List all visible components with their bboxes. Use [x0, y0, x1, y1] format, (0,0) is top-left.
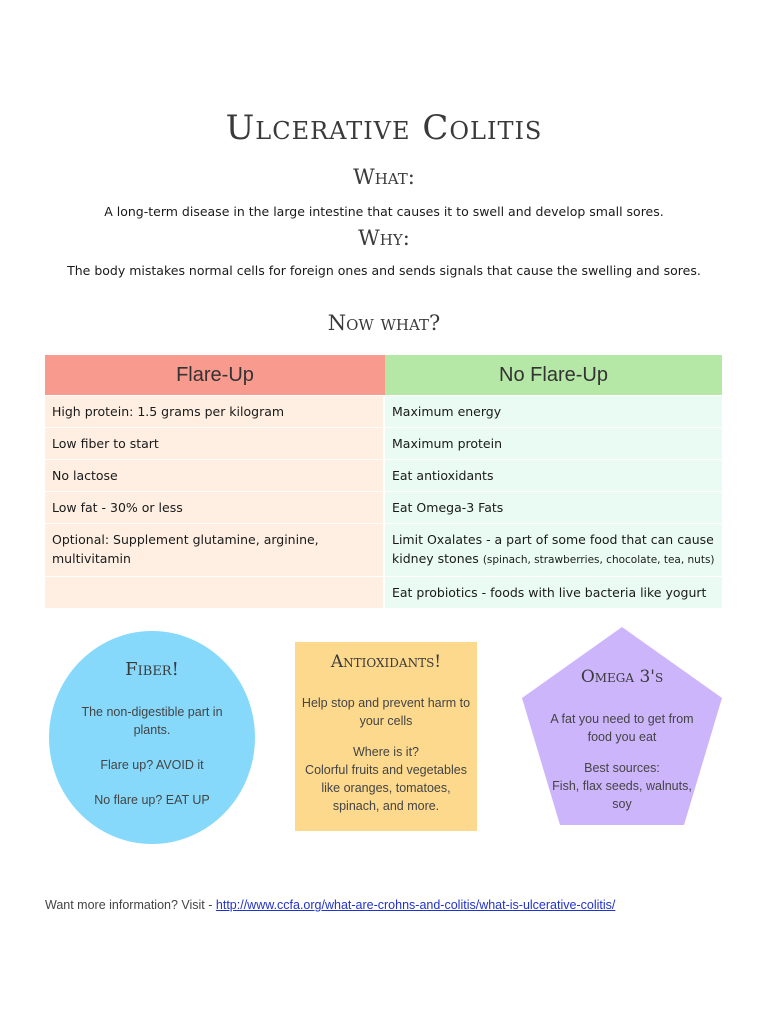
- oxalates-note: (spinach, strawberries, chocolate, tea, nuts): [482, 554, 715, 566]
- antioxidants-heading: Antioxidants!: [330, 652, 442, 672]
- flare-up-cell: Low fiber to start: [45, 427, 385, 459]
- antioxidants-sources: Colorful fruits and vegetables like oranges, tomatoes, spinach, and more.: [305, 763, 467, 813]
- table-row: [45, 491, 722, 523]
- flare-up-cell: Low fat - 30% or less: [45, 491, 385, 523]
- omega-line: Best sources:: [584, 761, 660, 775]
- table-row: [45, 576, 722, 608]
- why-text: The body mistakes normal cells for foreign ones and sends signals that cause the swelling and sores.: [67, 263, 701, 278]
- info-link[interactable]: http://www.ccfa.org/what-are-crohns-and-colitis/what-is-ulcerative-colitis/: [215, 898, 616, 912]
- now-what-heading: Now what?: [327, 311, 441, 335]
- no-flare-up-cell: Eat Omega-3 Fats: [385, 491, 722, 523]
- antioxidants-text: [301, 694, 471, 815]
- diet-table: [45, 355, 722, 608]
- no-flare-up-cell: Maximum protein: [385, 427, 722, 459]
- table-header-row: [45, 355, 722, 395]
- table-row: [45, 427, 722, 459]
- no-flare-up-cell: Maximum energy: [385, 395, 722, 427]
- table-row: [45, 395, 722, 427]
- footer: [45, 898, 615, 912]
- fiber-circle: [49, 631, 255, 844]
- no-flare-up-cell: Eat probiotics - foods with live bacteria like yogurt: [385, 576, 722, 608]
- omega-line: A fat you need to get from food you eat: [550, 712, 694, 744]
- what-text: A long-term disease in the large intestine that causes it to swell and develop small sores.: [104, 204, 664, 219]
- antioxidants-box: [295, 642, 477, 831]
- no-flare-up-cell: Eat antioxidants: [385, 459, 722, 491]
- no-flare-up-header: No Flare-Up: [385, 355, 722, 395]
- table-row: [45, 459, 722, 491]
- why-heading: Why:: [358, 226, 410, 250]
- page-title: Ulcerative Colitis: [225, 108, 543, 148]
- oxalates-text: Limit Oxalates - a part of some food that can cause kidney stones: [392, 532, 714, 566]
- omega-heading: Omega 3's: [580, 667, 664, 687]
- flare-up-header: Flare-Up: [45, 355, 385, 395]
- what-heading: What:: [353, 165, 415, 189]
- fiber-line: Flare up? AVOID it: [100, 758, 204, 772]
- omega-sources: Fish, flax seeds, walnuts, soy: [552, 779, 692, 811]
- no-flare-up-cell: [385, 523, 722, 576]
- fiber-line: No flare up? EAT UP: [94, 793, 210, 807]
- flare-up-cell: No lactose: [45, 459, 385, 491]
- omega-text: [542, 710, 702, 813]
- fiber-text: [71, 703, 233, 826]
- fiber-heading: Fiber!: [125, 659, 179, 680]
- flare-up-cell: Optional: Supplement glutamine, arginine, multivitamin: [45, 523, 385, 576]
- flare-up-cell: [45, 576, 385, 608]
- antioxidants-line: Help stop and prevent harm to your cells: [301, 696, 471, 728]
- antioxidants-line: Where is it?: [353, 745, 419, 759]
- fiber-line: The non-digestible part in plants.: [81, 705, 223, 737]
- footer-prefix: Want more information? Visit -: [45, 898, 216, 912]
- table-row: [45, 523, 722, 576]
- omega-pentagon: [522, 627, 722, 825]
- flare-up-cell: High protein: 1.5 grams per kilogram: [45, 395, 385, 427]
